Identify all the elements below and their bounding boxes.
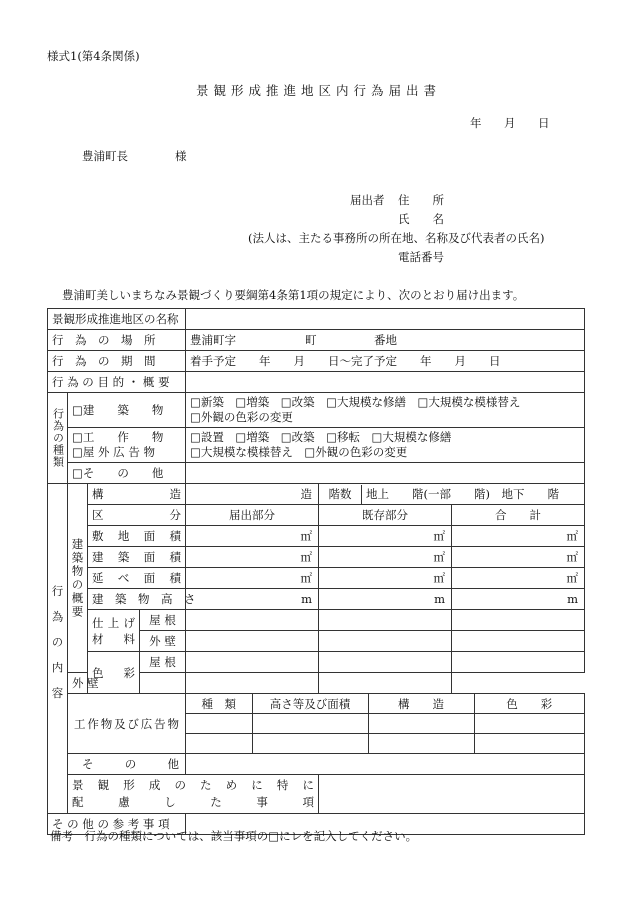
kind-label: 行為の種類 — [48, 393, 68, 484]
works-structure-field-2[interactable] — [368, 734, 474, 754]
floors-cell — [319, 484, 585, 505]
consideration-label-line2: 配 慮 し た 事 項 — [72, 795, 314, 809]
color-roof-report-field[interactable] — [186, 652, 319, 673]
works-label: 工作物及び広告物 — [68, 694, 186, 754]
finish-wall-report-field[interactable] — [186, 631, 319, 652]
structure-label: 構 造 — [88, 484, 186, 505]
finish-roof-existing-field[interactable] — [319, 610, 452, 631]
works-color-field-2[interactable] — [474, 734, 584, 754]
period-label: 行 為 の 期 間 — [48, 351, 186, 372]
finish-label-line1: 仕上げ — [92, 615, 135, 630]
row-works — [48, 694, 585, 754]
row-kind-building — [48, 393, 585, 428]
row-color-roof — [48, 652, 585, 673]
site-area-report-field[interactable]: ㎡ — [186, 526, 319, 547]
finish-roof-label: 屋 根 — [140, 610, 186, 631]
date-month: 月 — [504, 116, 516, 130]
works-height-field-2[interactable] — [252, 734, 368, 754]
row-kind-structure — [48, 428, 585, 463]
kind-building-options-line1[interactable]: □新築 □増築 □改築 □大規模な修繕 □大規模な模様替え — [190, 395, 521, 409]
address-label: 住 所 — [398, 193, 444, 207]
works-structure-field-1[interactable] — [368, 714, 474, 734]
row-building-area — [48, 547, 585, 568]
building-area-label: 建 築 面 積 — [88, 547, 186, 568]
floor-area-label: 延 べ 面 積 — [88, 568, 186, 589]
works-cell — [186, 694, 585, 754]
district-name-label: 景観形成推進地区の名称 — [48, 309, 186, 330]
color-roof-existing-field[interactable] — [319, 652, 452, 673]
works-col-height: 高さ等及び面積 — [252, 694, 368, 714]
kind-structure-checkbox[interactable]: □工 作 物 — [72, 430, 164, 444]
kind-structure-options[interactable] — [186, 428, 585, 463]
kind-structure-options-line1[interactable]: □設置 □増築 □改築 □移転 □大規模な修繕 — [190, 430, 452, 444]
kind-other-checkbox[interactable]: □そ の 他 — [68, 463, 186, 484]
district-name-field[interactable] — [186, 309, 585, 330]
color-label: 色 彩 — [88, 652, 140, 694]
period-field[interactable]: 着手予定 年 月 日〜完了予定 年 月 日 — [186, 351, 585, 372]
row-floor-area — [48, 568, 585, 589]
finish-wall-total-field[interactable] — [452, 631, 585, 652]
finish-roof-total-field[interactable] — [452, 610, 585, 631]
structure-field[interactable]: 造 — [186, 484, 319, 505]
phone-label: 電話番号 — [398, 250, 444, 264]
site-area-label: 敷 地 面 積 — [88, 526, 186, 547]
row-purpose — [48, 372, 585, 393]
form-title: 景観形成推進地区内行為届出書 — [196, 83, 442, 98]
place-label: 行 為 の 場 所 — [48, 330, 186, 351]
footer-note: 備考 行為の種類については、該当事項の□にレを記入してください。 — [50, 829, 418, 843]
addressee: 豊浦町長 — [82, 149, 128, 163]
site-area-total-field[interactable]: ㎡ — [452, 526, 585, 547]
floor-area-report-field[interactable]: ㎡ — [186, 568, 319, 589]
consideration-label-line1: 景観形成のために特に — [72, 778, 314, 792]
row-category-header — [48, 505, 585, 526]
works-kind-field-1[interactable] — [186, 714, 252, 734]
height-total-field[interactable]: m — [452, 589, 585, 610]
building-area-report-field[interactable]: ㎡ — [186, 547, 319, 568]
date-year: 年 — [470, 116, 482, 130]
col-report-header: 届出部分 — [186, 505, 319, 526]
addressee-honorific: 様 — [175, 149, 187, 163]
row-structure — [48, 484, 585, 505]
floor-area-total-field[interactable]: ㎡ — [452, 568, 585, 589]
row-place — [48, 330, 585, 351]
works-col-kind: 種 類 — [186, 694, 252, 714]
floors-field[interactable]: 地上 階(一部 階) 地下 階 — [366, 487, 559, 501]
kind-other-field[interactable] — [186, 463, 585, 484]
color-wall-total-field[interactable] — [319, 673, 452, 694]
finish-wall-existing-field[interactable] — [319, 631, 452, 652]
finish-label-line2: 材 料 — [92, 631, 135, 646]
building-area-total-field[interactable]: ㎡ — [452, 547, 585, 568]
intro-text: 豊浦町美しいまちなみ景観づくり要綱第4条第1項の規定により、次のとおり届け出ます。 — [62, 288, 525, 302]
works-kind-field-2[interactable] — [186, 734, 252, 754]
building-height-label: 建 築 物 高 さ — [88, 589, 186, 610]
corporation-note: (法人は、主たる事務所の所在地、名称及び代表者の氏名) — [248, 231, 545, 245]
col-total-header: 合 計 — [452, 505, 585, 526]
purpose-field[interactable] — [186, 372, 585, 393]
row-kind-other — [48, 463, 585, 484]
row-content-other — [48, 754, 585, 775]
notification-form-table — [47, 308, 585, 835]
place-field[interactable]: 豊浦町字 町 番地 — [186, 330, 585, 351]
consideration-label — [68, 775, 319, 814]
col-existing-header: 既存部分 — [319, 505, 452, 526]
date-day: 日 — [538, 116, 550, 130]
kind-structure-options-line2[interactable]: □大規模な模様替え □外観の色彩の変更 — [190, 445, 408, 459]
content-other-field[interactable] — [186, 754, 585, 775]
kind-ad-checkbox[interactable]: □屋 外 広 告 物 — [72, 445, 155, 459]
color-roof-total-field[interactable] — [452, 652, 585, 673]
kind-building-options-line2[interactable]: □外観の色彩の変更 — [190, 410, 293, 424]
height-existing-field[interactable]: m — [319, 589, 452, 610]
kind-building-checkbox[interactable]: □建 築 物 — [68, 393, 186, 428]
applicant-label: 届出者 — [350, 193, 385, 207]
finish-wall-label: 外 壁 — [140, 631, 186, 652]
site-area-existing-field[interactable]: ㎡ — [319, 526, 452, 547]
kind-building-options[interactable] — [186, 393, 585, 428]
kind-structure-ad-checkboxes[interactable] — [68, 428, 186, 463]
row-site-area — [48, 526, 585, 547]
row-period — [48, 351, 585, 372]
floor-area-existing-field[interactable]: ㎡ — [319, 568, 452, 589]
floors-label: 階数 — [319, 485, 362, 504]
building-area-existing-field[interactable]: ㎡ — [319, 547, 452, 568]
finish-roof-report-field[interactable] — [186, 610, 319, 631]
reference-label: そ の 他 の 参 考 事 項 — [48, 814, 186, 835]
form-number: 様式1(第4条関係) — [47, 49, 140, 63]
building-overview-label: 建築物の概要 — [68, 484, 88, 673]
row-building-height — [48, 589, 585, 610]
finish-material-label — [88, 610, 140, 652]
color-wall-report-field[interactable] — [140, 673, 186, 694]
color-wall-label: 外 壁 — [68, 673, 88, 694]
works-col-color: 色 彩 — [474, 694, 584, 714]
consideration-field[interactable] — [319, 775, 585, 814]
content-other-label: そ の 他 — [68, 754, 186, 775]
name-label: 氏 名 — [398, 212, 444, 226]
category-label: 区 分 — [88, 505, 186, 526]
color-wall-existing-field[interactable] — [186, 673, 319, 694]
row-finish-roof — [48, 610, 585, 631]
color-roof-label: 屋 根 — [140, 652, 186, 673]
works-color-field-1[interactable] — [474, 714, 584, 734]
row-consideration — [48, 775, 585, 814]
content-label: 行為の内容 — [48, 484, 68, 814]
height-report-field[interactable]: m — [186, 589, 319, 610]
works-height-field-1[interactable] — [252, 714, 368, 734]
purpose-label: 行 為 の 目 的 ・ 概 要 — [48, 372, 186, 393]
row-district-name — [48, 309, 585, 330]
works-col-structure: 構 造 — [368, 694, 474, 714]
